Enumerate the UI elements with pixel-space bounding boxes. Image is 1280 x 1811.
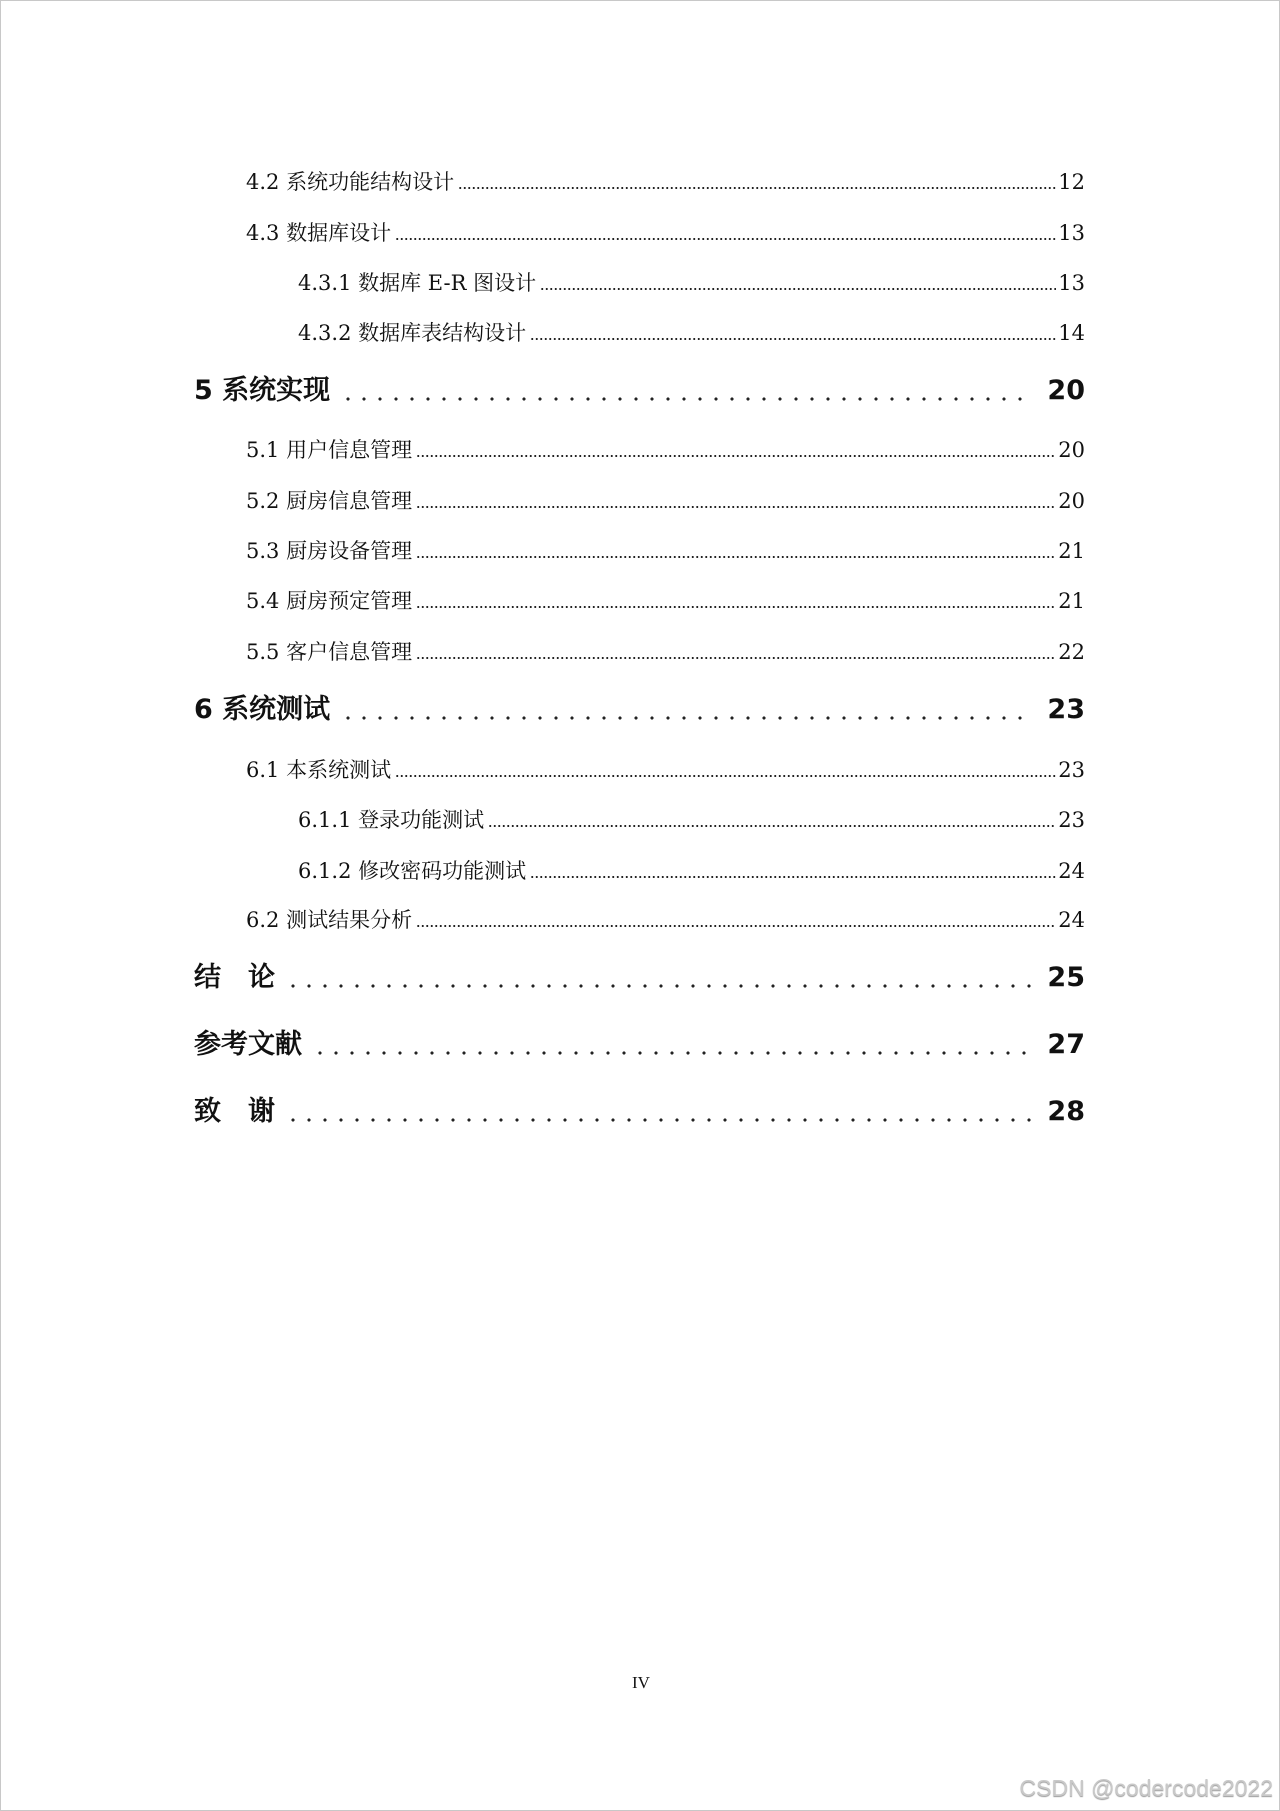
toc-entry-title: 致 谢 [194,1096,275,1127]
page-number: IV [632,1673,650,1692]
dot-leader [416,924,1056,928]
toc-entry-page: 21 [1058,589,1085,613]
toc-entry[interactable] [194,959,1085,997]
toc-entry-title: 5.5 客户信息管理 [246,640,413,664]
toc-entry-title: 6.1.1 登录功能测试 [298,808,485,832]
toc-entry-page: 24 [1058,859,1085,883]
dot-leader [416,505,1056,509]
toc-entry[interactable] [246,755,1085,785]
dot-leader [395,774,1056,778]
dot-leader [416,555,1056,559]
toc-entry-page: 21 [1058,539,1085,563]
toc-entry-page: 20 [1047,375,1085,406]
dot-leader [416,656,1056,660]
toc-entry-page: 14 [1058,321,1085,345]
dot-leader [312,1050,1033,1056]
toc-entry[interactable] [246,218,1085,248]
toc-entry[interactable] [246,905,1085,935]
toc-entry[interactable] [246,637,1085,667]
dot-leader [285,1117,1033,1123]
toc-entry[interactable] [246,586,1085,616]
toc-entry-page: 12 [1058,170,1085,194]
toc-entry-title: 5.4 厨房预定管理 [246,589,413,613]
toc-entry[interactable] [194,372,1085,410]
dot-leader [340,396,1033,402]
toc-entry[interactable] [298,805,1085,835]
toc-entry-page: 23 [1058,808,1085,832]
dot-leader [395,237,1056,241]
toc-entry[interactable] [194,1026,1085,1064]
toc-entry[interactable] [246,435,1085,465]
dot-leader [340,715,1033,721]
toc-entry-title: 5.3 厨房设备管理 [246,539,413,563]
dot-leader [285,983,1033,989]
toc-entry-page: 22 [1058,640,1085,664]
toc-entry-page: 23 [1058,758,1085,782]
toc-entry-title: 4.3.1 数据库 E-R 图设计 [298,271,537,295]
dot-leader [530,337,1056,341]
toc-entry-title: 6 系统测试 [194,694,331,725]
toc-entry-page: 23 [1047,694,1085,725]
toc-entry-title: 4.3.2 数据库表结构设计 [298,321,527,345]
toc-entry-page: 13 [1058,271,1085,295]
toc-entry[interactable] [298,856,1085,886]
toc-entry-title: 4.3 数据库设计 [246,221,392,245]
toc-entry-page: 20 [1058,438,1085,462]
toc-entry-title: 结 论 [194,962,275,993]
toc-entry-page: 13 [1058,221,1085,245]
dot-leader [416,605,1056,609]
toc-entry[interactable] [246,486,1085,516]
watermark: CSDN @codercode2022 [1019,1775,1273,1801]
toc-entry-page: 28 [1047,1096,1085,1127]
toc-entry[interactable] [194,1093,1085,1131]
toc-entry[interactable] [246,167,1085,197]
toc-entry-title: 6.1.2 修改密码功能测试 [298,859,527,883]
dot-leader [416,454,1056,458]
toc-entry-title: 5.1 用户信息管理 [246,438,413,462]
toc-entry-title: 4.2 系统功能结构设计 [246,170,455,194]
toc-entry-page: 20 [1058,489,1085,513]
dot-leader [458,186,1056,190]
toc-entry-title: 6.1 本系统测试 [246,758,392,782]
dot-leader [540,287,1056,291]
toc-entry[interactable] [298,318,1085,348]
toc-entry-page: 27 [1047,1029,1085,1060]
toc-entry-title: 5.2 厨房信息管理 [246,489,413,513]
toc-entry-page: 25 [1047,962,1085,993]
dot-leader [488,824,1056,828]
toc-entry-title: 参考文献 [194,1029,302,1060]
dot-leader [530,875,1056,879]
toc-entry-page: 24 [1058,908,1085,932]
toc-entry[interactable] [194,691,1085,729]
toc-entry-title: 5 系统实现 [194,375,331,406]
toc-entry[interactable] [246,536,1085,566]
toc-entry-title: 6.2 测试结果分析 [246,908,413,932]
toc-entry[interactable] [298,268,1085,298]
